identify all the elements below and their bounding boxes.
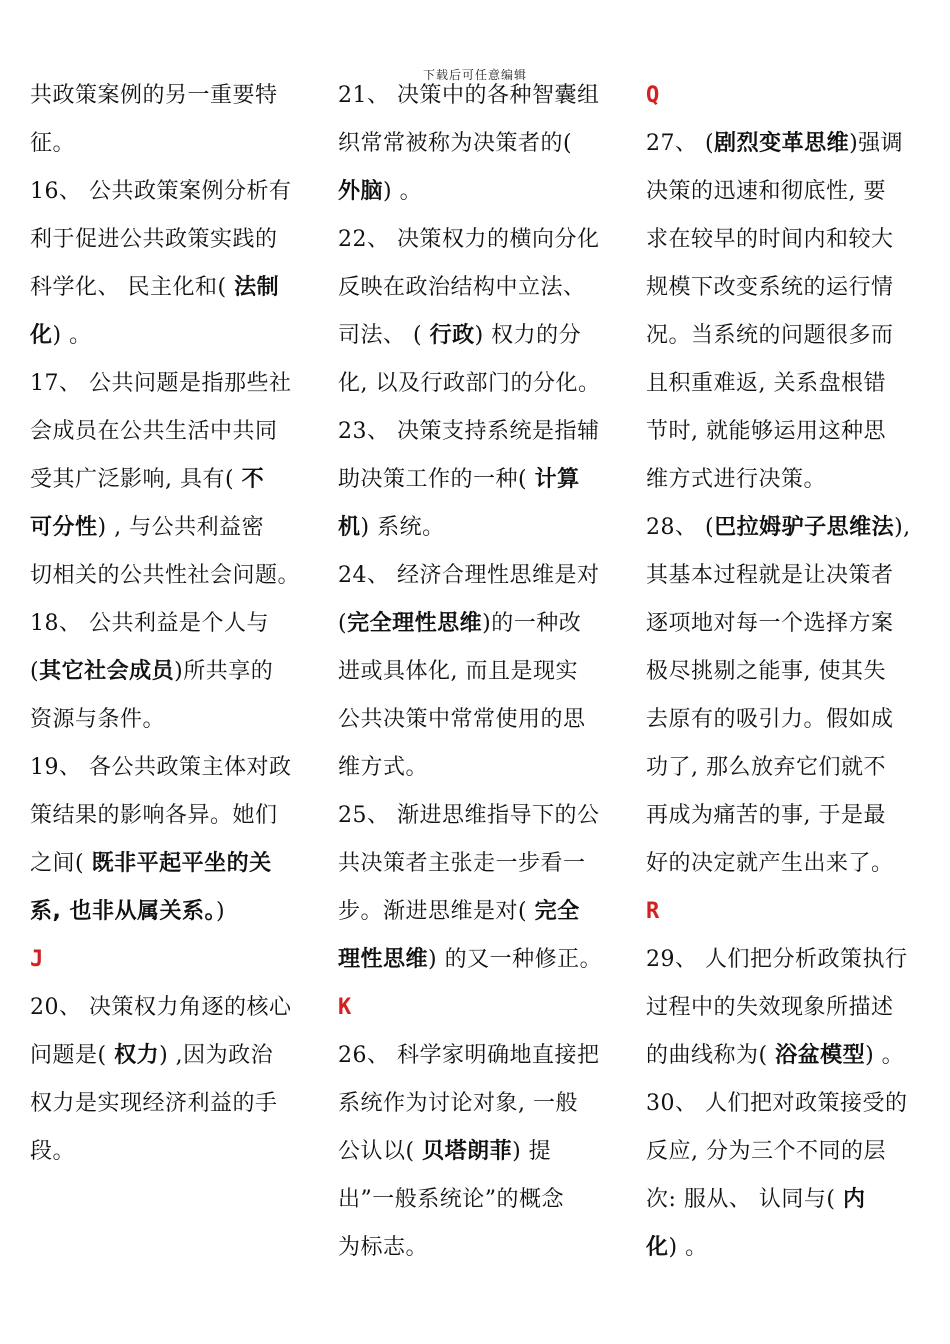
text-line bbox=[30, 312, 302, 360]
text-segment: 资源与条件。 bbox=[30, 707, 166, 732]
answer-text: 不 bbox=[241, 467, 265, 492]
text-line bbox=[646, 744, 922, 792]
text-line bbox=[646, 264, 922, 312]
text-segment: 段。 bbox=[30, 1139, 76, 1164]
text-line bbox=[30, 456, 302, 504]
text-segment: ) ,因为政治 bbox=[159, 1043, 274, 1068]
text-segment: 公认以( bbox=[338, 1139, 423, 1164]
text-line bbox=[30, 1128, 302, 1176]
text-segment: ) 。 bbox=[668, 1235, 708, 1260]
text-line bbox=[338, 168, 610, 216]
text-line bbox=[338, 360, 610, 408]
section-letter: Q bbox=[646, 83, 660, 108]
text-segment: 策结果的影响各异。她们 bbox=[30, 803, 278, 828]
section-letter: J bbox=[30, 947, 44, 972]
text-segment: ) 系统。 bbox=[360, 515, 445, 540]
text-line bbox=[646, 408, 922, 456]
text-segment: 27、 ( bbox=[646, 131, 715, 156]
answer-text: 浴盆模型 bbox=[775, 1043, 866, 1068]
answer-text: 完全理性思维 bbox=[347, 611, 483, 636]
text-segment: 功了, 那么放弃它们就不 bbox=[646, 755, 886, 780]
text-segment: 为标志。 bbox=[338, 1235, 429, 1260]
text-line bbox=[646, 696, 922, 744]
text-line bbox=[338, 312, 610, 360]
text-segment: 司法、 ( bbox=[338, 323, 430, 348]
text-column-left bbox=[30, 72, 302, 1176]
section-letter: K bbox=[338, 995, 352, 1020]
text-segment: 维方式进行决策。 bbox=[646, 467, 827, 492]
text-segment: 助决策工作的一种( bbox=[338, 467, 535, 492]
text-segment: )的一种改 bbox=[482, 611, 582, 636]
answer-text: 外脑 bbox=[338, 179, 384, 204]
text-segment: 维方式。 bbox=[338, 755, 429, 780]
text-segment: 20、 决策权力角逐的核心 bbox=[30, 995, 292, 1020]
text-line bbox=[338, 72, 610, 120]
text-line bbox=[338, 648, 610, 696]
text-line bbox=[30, 600, 302, 648]
text-segment: 况。当系统的问题很多而 bbox=[646, 323, 894, 348]
text-segment: 19、 各公共政策主体对政 bbox=[30, 755, 292, 780]
text-line bbox=[30, 936, 302, 984]
text-segment: 去原有的吸引力。假如成 bbox=[646, 707, 894, 732]
text-segment: 权力是实现经济利益的手 bbox=[30, 1091, 278, 1116]
text-line bbox=[30, 168, 302, 216]
text-line bbox=[338, 984, 610, 1032]
text-line bbox=[30, 744, 302, 792]
text-segment: 问题是( bbox=[30, 1043, 115, 1068]
text-line bbox=[30, 72, 302, 120]
text-line bbox=[646, 840, 922, 888]
text-segment: ) bbox=[216, 899, 226, 924]
text-line bbox=[30, 552, 302, 600]
text-line bbox=[646, 216, 922, 264]
text-segment: 极尽挑剔之能事, 使其失 bbox=[646, 659, 886, 684]
text-line bbox=[646, 1224, 922, 1272]
text-segment: ) , 与公共利益密 bbox=[97, 515, 265, 540]
text-line bbox=[30, 504, 302, 552]
text-segment: 的曲线称为( bbox=[646, 1043, 776, 1068]
text-segment: 切相关的公共性社会问题。 bbox=[30, 563, 301, 588]
text-segment: 18、 公共利益是个人与 bbox=[30, 611, 269, 636]
text-segment: 步。渐进思维是对( bbox=[338, 899, 535, 924]
text-segment: 共政策案例的另一重要特 bbox=[30, 83, 278, 108]
text-segment: 反映在政治结构中立法、 bbox=[338, 275, 586, 300]
text-line bbox=[646, 312, 922, 360]
text-segment: 共决策者主张走一步看一 bbox=[338, 851, 586, 876]
text-line bbox=[30, 888, 302, 936]
text-line bbox=[338, 1176, 610, 1224]
text-segment: 决策的迅速和彻底性, 要 bbox=[646, 179, 886, 204]
text-line bbox=[338, 120, 610, 168]
text-line bbox=[338, 1080, 610, 1128]
text-line bbox=[30, 984, 302, 1032]
text-line bbox=[338, 1128, 610, 1176]
text-line bbox=[30, 264, 302, 312]
answer-text: 计算 bbox=[534, 467, 580, 492]
text-segment: 16、 公共政策案例分析有 bbox=[30, 179, 292, 204]
text-segment: 化, 以及行政部门的分化。 bbox=[338, 371, 601, 396]
text-line bbox=[30, 216, 302, 264]
text-line bbox=[646, 1128, 922, 1176]
text-line bbox=[338, 408, 610, 456]
answer-text: 其它社会成员 bbox=[39, 659, 175, 684]
text-segment: ) 。 bbox=[383, 179, 423, 204]
text-segment: 进或具体化, 而且是现实 bbox=[338, 659, 578, 684]
text-segment: 30、 人们把对政策接受的 bbox=[646, 1091, 908, 1116]
text-line bbox=[646, 552, 922, 600]
text-line bbox=[338, 888, 610, 936]
text-segment: 21、 决策中的各种智囊组 bbox=[338, 83, 600, 108]
answer-text: 理性思维 bbox=[338, 947, 429, 972]
page-header: 下载后可任意编辑 bbox=[422, 68, 527, 82]
answer-text: 行政 bbox=[429, 323, 475, 348]
answer-text: 完全 bbox=[534, 899, 580, 924]
text-segment: 科学化、 民主化和( bbox=[30, 275, 235, 300]
text-segment: 求在较早的时间内和较大 bbox=[646, 227, 894, 252]
text-line bbox=[646, 1080, 922, 1128]
text-column-right bbox=[646, 72, 922, 1272]
text-segment: ) 。 bbox=[52, 323, 92, 348]
text-line bbox=[646, 1176, 922, 1224]
text-segment: 再成为痛苦的事, 于是最 bbox=[646, 803, 886, 828]
answer-text: 权力 bbox=[114, 1043, 160, 1068]
text-segment: ), bbox=[894, 515, 911, 540]
text-segment: )强调 bbox=[849, 131, 904, 156]
text-segment: 公共决策中常常使用的思 bbox=[338, 707, 586, 732]
text-line bbox=[338, 1032, 610, 1080]
text-segment: 出”一般系统论”的概念 bbox=[338, 1187, 564, 1212]
text-line bbox=[646, 456, 922, 504]
text-segment: 24、 经济合理性思维是对 bbox=[338, 563, 600, 588]
text-line bbox=[646, 72, 922, 120]
text-segment: 25、 渐进思维指导下的公 bbox=[338, 803, 600, 828]
text-segment: 23、 决策支持系统是指辅 bbox=[338, 419, 600, 444]
text-segment: 会成员在公共生活中共同 bbox=[30, 419, 278, 444]
text-segment: 节时, 就能够运用这种思 bbox=[646, 419, 886, 444]
answer-text: 法制 bbox=[234, 275, 280, 300]
text-line bbox=[338, 216, 610, 264]
text-line bbox=[30, 696, 302, 744]
text-line bbox=[338, 696, 610, 744]
text-line bbox=[338, 792, 610, 840]
text-line bbox=[338, 552, 610, 600]
text-line bbox=[646, 648, 922, 696]
text-segment: )所共享的 bbox=[174, 659, 274, 684]
text-segment: ) 提 bbox=[512, 1139, 552, 1164]
answer-text: 系, 也非从属关系。 bbox=[30, 899, 217, 924]
answer-text: 剧烈变革思维 bbox=[714, 131, 850, 156]
text-line bbox=[30, 1032, 302, 1080]
answer-text: 内 bbox=[842, 1187, 866, 1212]
text-line bbox=[646, 792, 922, 840]
text-segment: 次: 服从、 认同与( bbox=[646, 1187, 843, 1212]
text-line bbox=[646, 936, 922, 984]
text-line bbox=[646, 504, 922, 552]
text-line bbox=[30, 408, 302, 456]
text-segment: 好的决定就产生出来了。 bbox=[646, 851, 894, 876]
text-segment: 22、 决策权力的横向分化 bbox=[338, 227, 600, 252]
text-line bbox=[646, 168, 922, 216]
text-segment: 且积重难返, 关系盘根错 bbox=[646, 371, 886, 396]
text-segment: 之间( bbox=[30, 851, 92, 876]
text-segment: 系统作为讨论对象, 一般 bbox=[338, 1091, 578, 1116]
text-line bbox=[338, 264, 610, 312]
text-segment: ) 。 bbox=[865, 1043, 905, 1068]
text-line bbox=[646, 360, 922, 408]
text-segment: ) 权力的分 bbox=[474, 323, 582, 348]
text-line bbox=[646, 888, 922, 936]
text-segment: 受其广泛影响, 具有( bbox=[30, 467, 242, 492]
text-line bbox=[30, 792, 302, 840]
text-segment: ( bbox=[338, 611, 348, 636]
text-segment: 28、 ( bbox=[646, 515, 715, 540]
answer-text: 可分性 bbox=[30, 515, 98, 540]
text-line bbox=[338, 600, 610, 648]
text-line bbox=[338, 744, 610, 792]
text-line bbox=[30, 840, 302, 888]
text-segment: 规模下改变系统的运行情 bbox=[646, 275, 894, 300]
text-line bbox=[30, 120, 302, 168]
text-segment: 利于促进公共政策实践的 bbox=[30, 227, 278, 252]
text-line bbox=[338, 936, 610, 984]
answer-text: 既非平起平坐的关 bbox=[91, 851, 272, 876]
text-line bbox=[338, 1224, 610, 1272]
text-line bbox=[646, 120, 922, 168]
text-segment: ) 的又一种修正。 bbox=[428, 947, 603, 972]
text-line bbox=[30, 648, 302, 696]
text-line bbox=[646, 984, 922, 1032]
text-line bbox=[30, 360, 302, 408]
text-segment: 织常常被称为决策者的( bbox=[338, 131, 573, 156]
text-segment: 29、 人们把分析政策执行 bbox=[646, 947, 908, 972]
text-segment: 反应, 分为三个不同的层 bbox=[646, 1139, 886, 1164]
answer-text: 巴拉姆驴子思维法 bbox=[714, 515, 895, 540]
text-segment: 征。 bbox=[30, 131, 76, 156]
answer-text: 化 bbox=[30, 323, 53, 348]
text-segment: ( bbox=[30, 659, 40, 684]
text-line bbox=[30, 1080, 302, 1128]
text-segment: 逐项地对每一个选择方案 bbox=[646, 611, 894, 636]
section-letter: R bbox=[646, 899, 660, 924]
text-segment: 26、 科学家明确地直接把 bbox=[338, 1043, 600, 1068]
text-line bbox=[338, 840, 610, 888]
text-line bbox=[646, 600, 922, 648]
answer-text: 机 bbox=[338, 515, 361, 540]
text-segment: 17、 公共问题是指那些社 bbox=[30, 371, 292, 396]
text-line bbox=[338, 456, 610, 504]
text-segment: 过程中的失效现象所描述 bbox=[646, 995, 894, 1020]
text-line bbox=[646, 1032, 922, 1080]
text-column-middle bbox=[338, 72, 610, 1272]
answer-text: 贝塔朗菲 bbox=[422, 1139, 513, 1164]
text-segment: 其基本过程就是让决策者 bbox=[646, 563, 894, 588]
text-line bbox=[338, 504, 610, 552]
answer-text: 化 bbox=[646, 1235, 669, 1260]
